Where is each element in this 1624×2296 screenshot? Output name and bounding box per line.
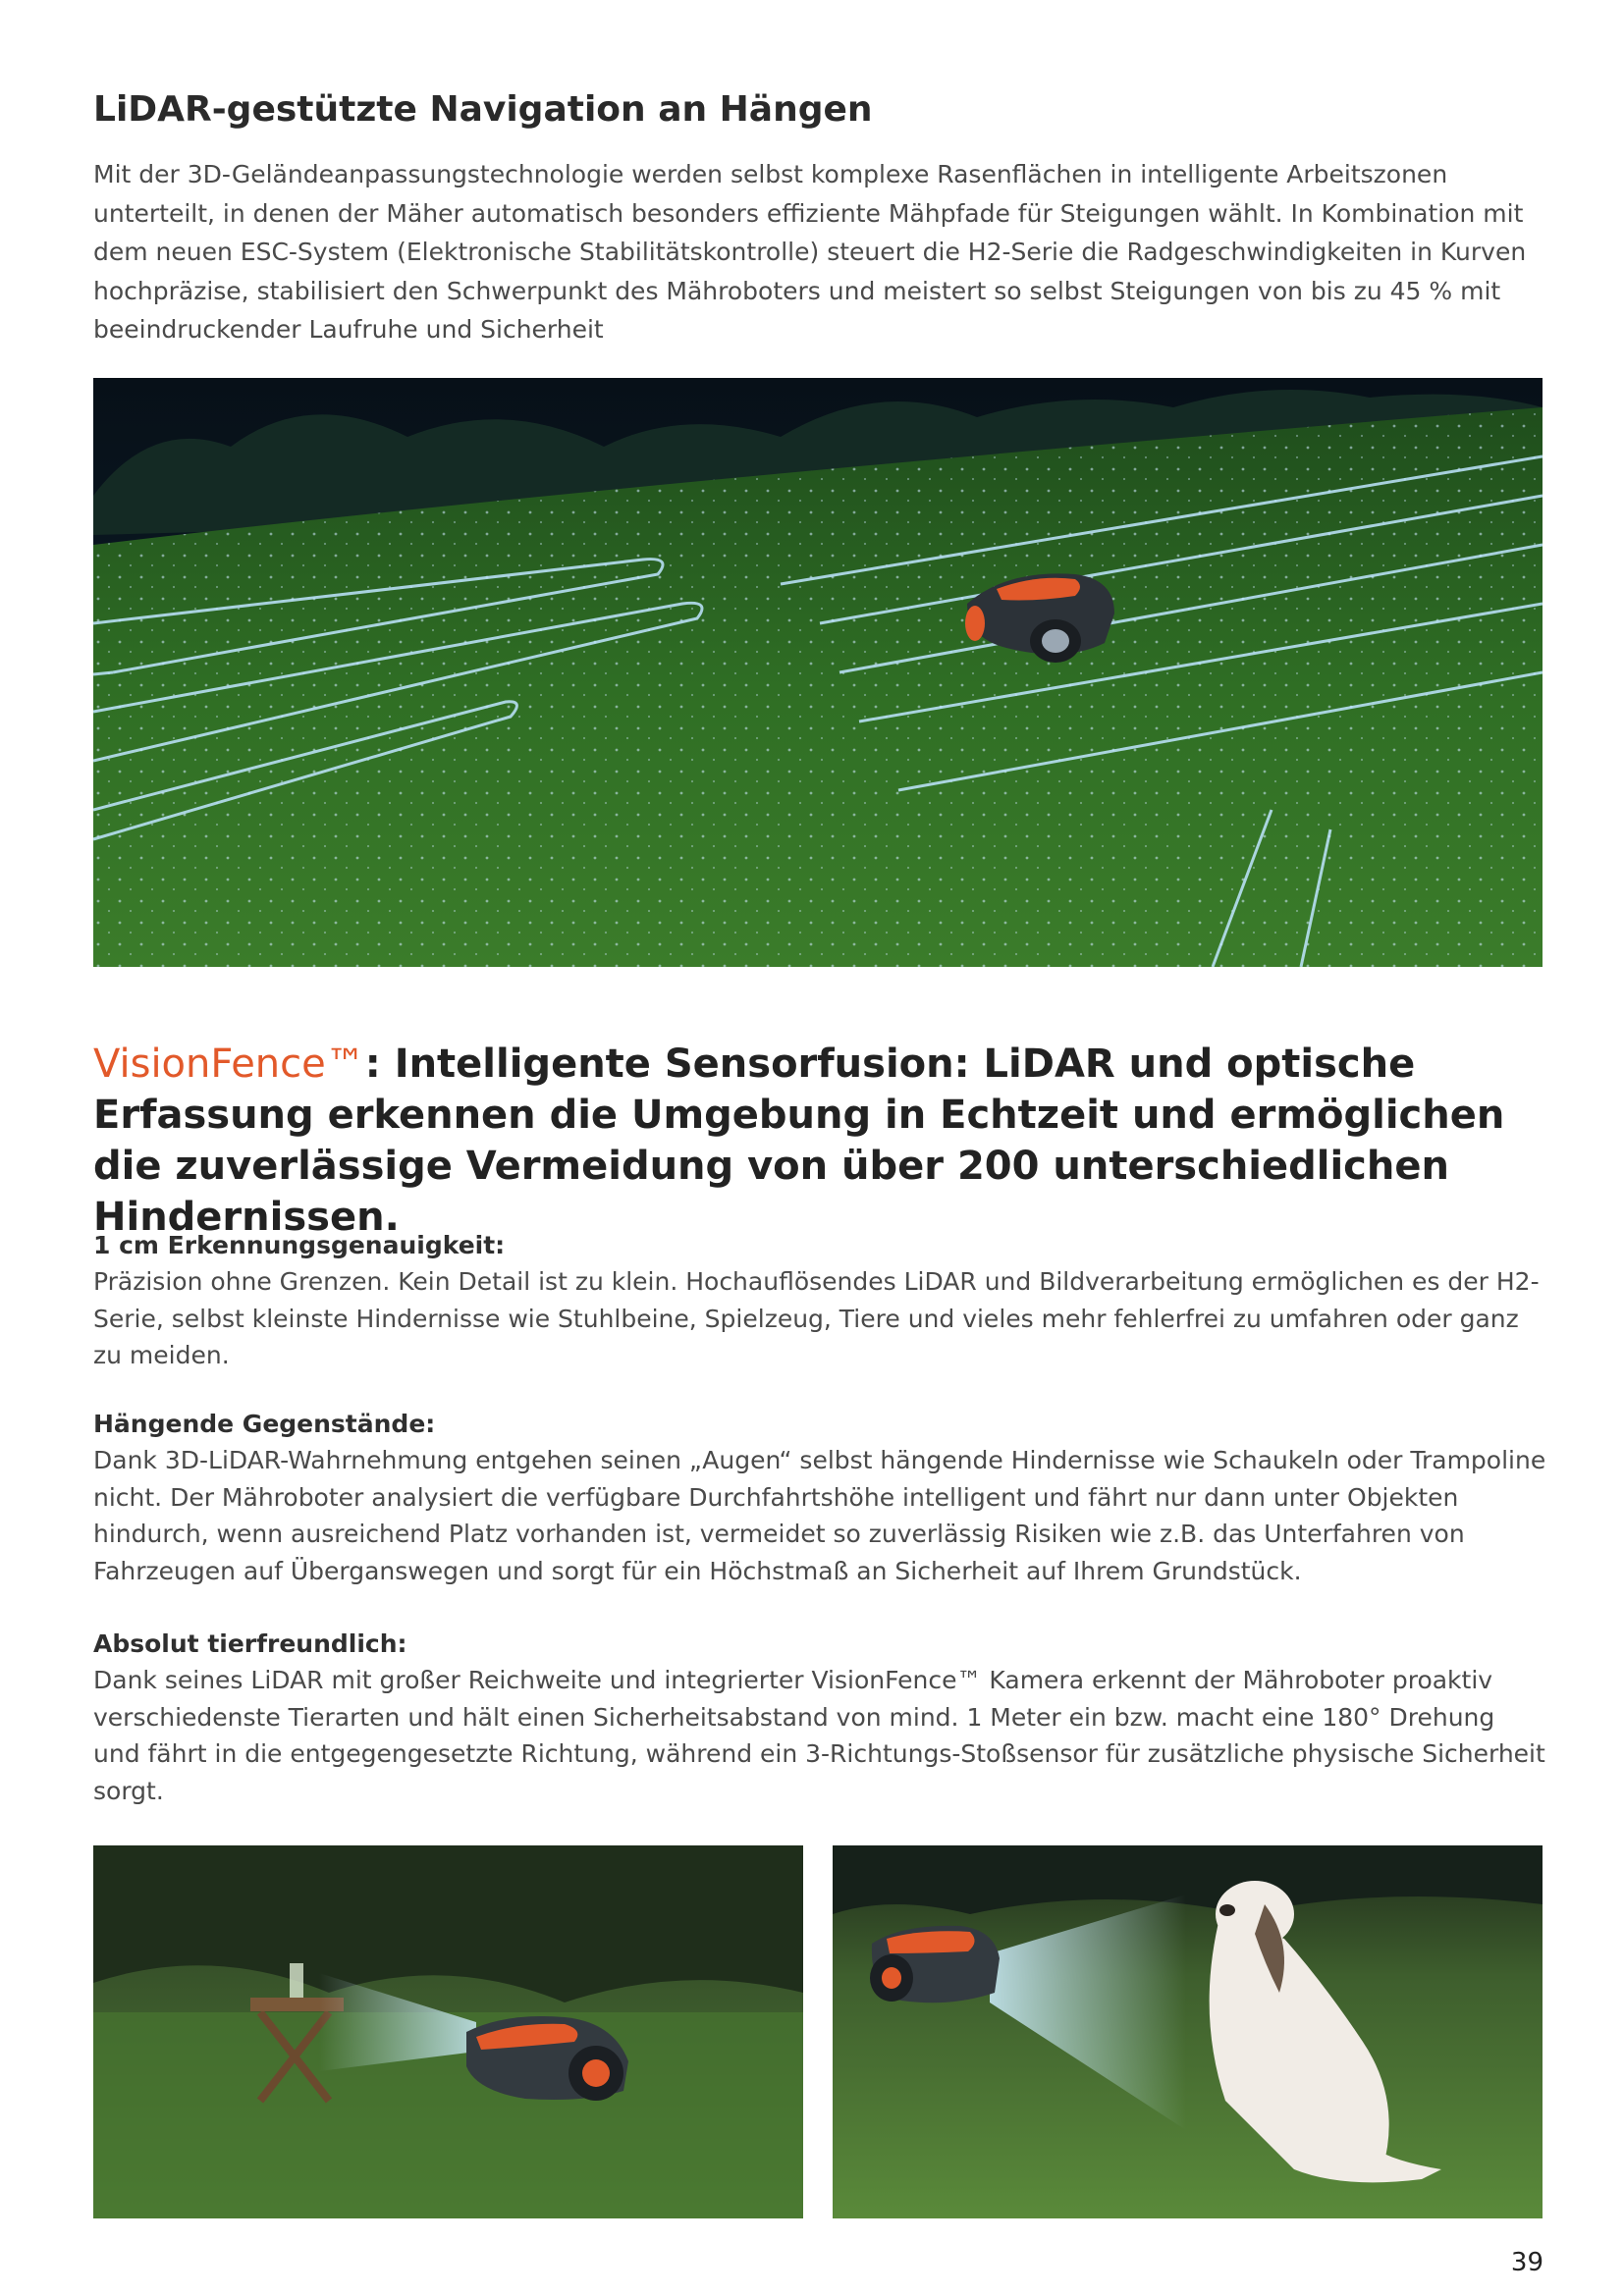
feature-text: Dank 3D-LiDAR-Wahrnehmung entgehen seinen „Augen“ selbst hängende Hindernisse wie Schaukeln oder Trampoline nicht. Der Mähroboter analysiert die verfügbare Durchfahrtshöhe intelligent und fährt nur dann unter Objekten hindurch, wenn ausreichend Platz vorhanden ist, vermeidet so zuverlässig Risiken wie z.B. das Unterfahren von Fahrzeugen auf Überganswegen und sorgt für ein Höchstmaß an Sicherheit auf Ihrem Grundstück. bbox=[93, 1446, 1546, 1585]
slope-navigation-illustration bbox=[93, 378, 1543, 967]
mower-dog-illustration bbox=[833, 1845, 1543, 2218]
feature-label: Hängende Gegenstände: bbox=[93, 1410, 436, 1438]
feature-text: Dank seines LiDAR mit großer Reichweite und integrierter VisionFence™ Kamera erkennt der Mähroboter proaktiv verschiedenste Tierarten und hält einen Sicherheitsabstand von mind. 1 Meter ein bzw. macht eine 180° Drehung und fährt in die entgegengesetzte Richtung, während ein 3-Richtungs-Stoßsensor für zusätzliche physische Sicherheit sorgt. bbox=[93, 1666, 1545, 1805]
photo-mower-dog bbox=[833, 1845, 1543, 2218]
photo-mower-garden-table bbox=[93, 1845, 803, 2218]
page-number: 39 bbox=[1510, 2248, 1543, 2277]
section-title-lidar: LiDAR-gestützte Navigation an Hängen bbox=[93, 89, 873, 130]
feature-animal-friendly bbox=[93, 1626, 1546, 1809]
hero-image-slope-navigation bbox=[93, 378, 1543, 967]
mower-table-illustration bbox=[93, 1845, 803, 2218]
feature-detection-accuracy bbox=[93, 1227, 1546, 1374]
section-title-visionfence bbox=[93, 1039, 1546, 1243]
visionfence-title-text: : Intelligente Sensorfusion: LiDAR und optische Erfassung erkennen die Umgebung in Echtzeit und ermöglichen die zuverlässige Vermeidung von über 200 unterschiedlichen Hindernissen. bbox=[93, 1041, 1505, 1240]
feature-label: Absolut tierfreundlich: bbox=[93, 1629, 407, 1658]
feature-hanging-objects bbox=[93, 1406, 1546, 1589]
section-intro-text: Mit der 3D-Geländeanpassungstechnologie werden selbst komplexe Rasenflächen in intelligente Arbeitszonen unterteilt, in denen der Mäher automatisch besonders effiziente Mähpfade für Steigungen wählt. In Kombination mit dem neuen ESC-System (Elektronische Stabilitätskontrolle) steuert die H2-Serie die Radgeschwindigkeiten in Kurven hochpräzise, stabilisiert den Schwerpunkt des Mähroboters und meistert so selbst Steigungen von bis zu 45 % mit beeindruckender Laufruhe und Sicherheit bbox=[93, 160, 1527, 344]
feature-label: 1 cm Erkennungsgenauigkeit: bbox=[93, 1231, 506, 1259]
feature-text: Präzision ohne Grenzen. Kein Detail ist zu klein. Hochauflösendes LiDAR und Bildverarbeitung ermöglichen es der H2-Serie, selbst kleinste Hindernisse wie Stuhlbeine, Spielzeug, Tiere und vieles mehr fehlerfrei zu umfahren oder ganz zu meiden. bbox=[93, 1267, 1540, 1369]
visionfence-brand-label: VisionFence™ bbox=[93, 1041, 365, 1087]
